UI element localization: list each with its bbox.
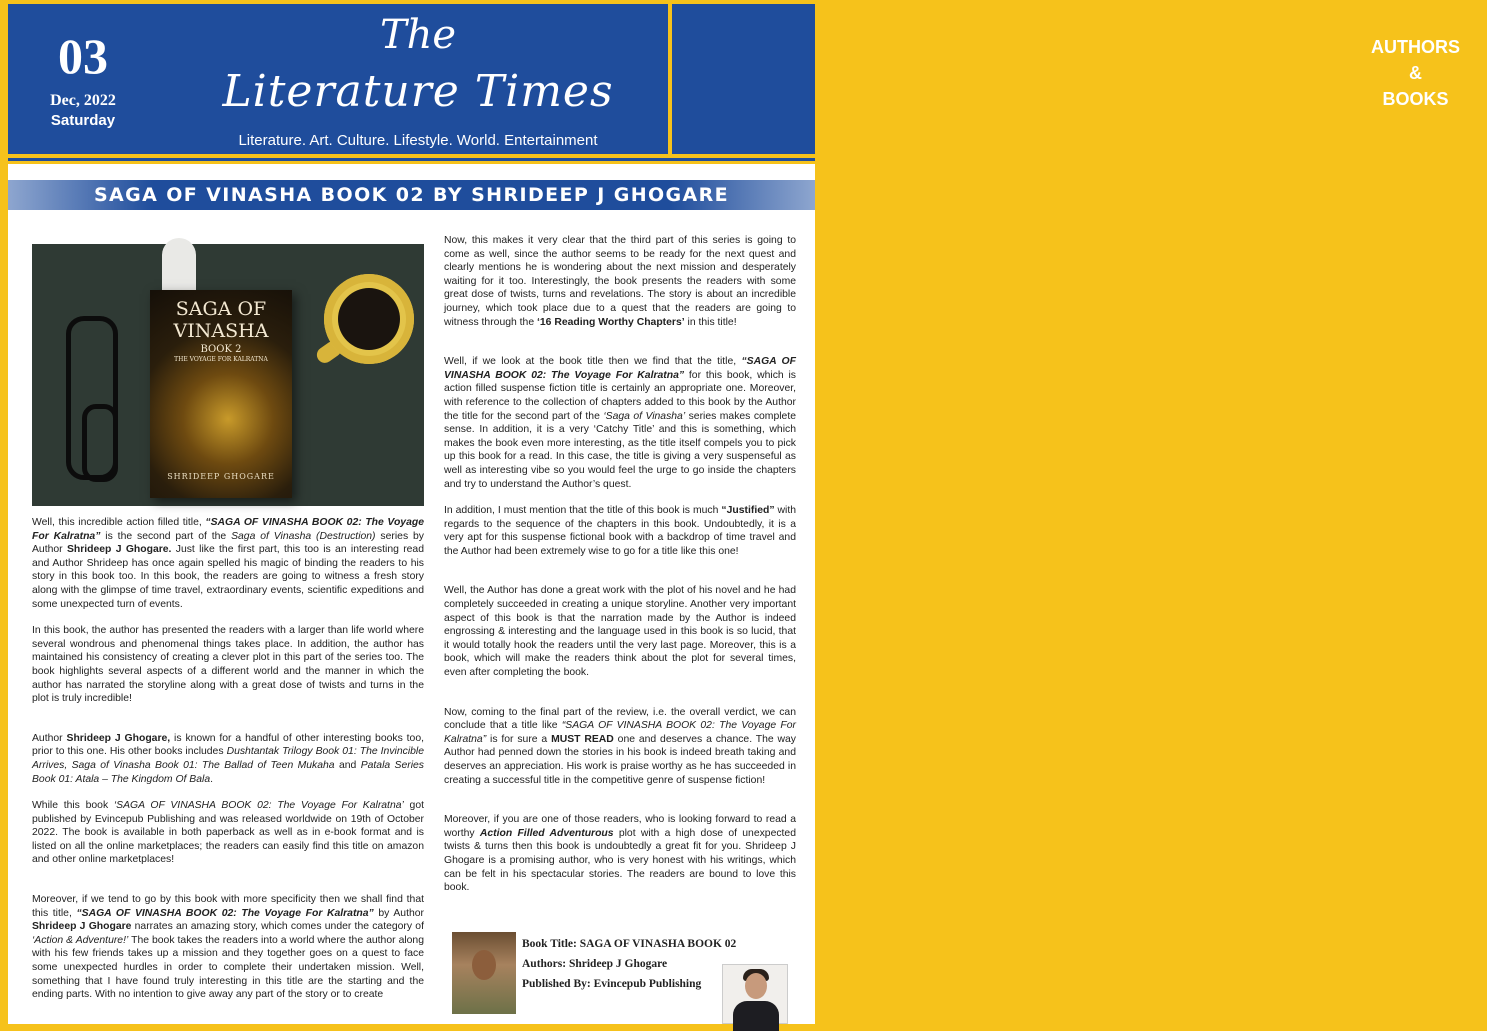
- date-month-year: Dec, 2022: [50, 92, 116, 109]
- paragraph: Author Shrideep J Ghogare, is known for a handful of other interesting books too, prior to this one. His other books includes Dushtantak Trilogy Book 01: The Invincible Arrives, Saga of Vinasha Book 01: The Ballad of Teen Mukaha and Patala Series Book 01: Atala – The Kingdom Of Bala.: [32, 732, 424, 785]
- book-cover-title-line-2: VINASHA: [173, 320, 269, 342]
- paragraph: Well, if we look at the book title then we find that the title, “SAGA OF VINASHA BOOK 02: The Voyage For Kalratna” for this book, which is action filled suspense fiction title is certainly an appropriate one. Moreover, with reference to the collection of chapters added to this book by the Author the title for the second part of the ‘Saga of Vinasha’ series makes complete sense. In addition, it is a very ‘Catchy Title’ and this is something, which makes the book even more interesting, as the title itself compels you to pick up this book for a read. In this case, the title is giving a very suspenseful as well as interesting vibe so you would feel the urge to go inside the chapters and try to understand the Author’s quest.: [444, 356, 797, 490]
- reviewer-photo: [722, 964, 788, 1024]
- article-column-right: [444, 234, 796, 908]
- masthead: [8, 4, 668, 154]
- paragraph: In addition, I must mention that the title of this book is much “Justified” with regards to the sequence of the chapters in this book. Undoubtedly, it is a very apt for this suspense fictional book with a backdrop of time travel and the Author had been extremely wise to go for a title like this one!: [444, 505, 796, 557]
- book-cover-title: [150, 298, 292, 342]
- glasses-lens-shape: [82, 404, 118, 482]
- book-cover-subtitle: [150, 344, 292, 364]
- book-cover-tagline: THE VOYAGE FOR KALRATNA: [174, 356, 268, 363]
- bookmark-shape: [162, 238, 196, 298]
- brand-the: The: [379, 12, 457, 58]
- brand-name: Literature Times: [222, 66, 614, 117]
- paragraph: Well, this incredible action filled title, “SAGA OF VINASHA BOOK 02: The Voyage For Kalratna” is the second part of the Saga of Vinasha (Destruction) series by Author Shrideep J Ghogare. Just like the first part, this too is an interesting read and Author Shrideep has once again spelled his magic of binding the readers to his story in this book too. In this book, the readers are going to witness a fresh story along with the glimpse of time travel, extraordinary events, scientific expeditions and some unexpected turn of events.: [32, 517, 424, 610]
- article-headline: SAGA OF VINASHA BOOK 02 BY SHRIDEEP J GHOGARE: [93, 184, 730, 206]
- paragraph: Moreover, if you are one of those readers, who is looking forward to read a worthy Action Filled Adventurous plot with a high dose of unexpected twists & turns then this book is undoubtedly a great fit for you. Shrideep J Ghogare is a promising author, who is very honest with his writings, which can be felt in his spectacular stories. The readers are bound to love this book.: [444, 814, 796, 894]
- reviewer-head-shape: [745, 973, 767, 999]
- section-line-3: BOOKS: [1382, 89, 1449, 109]
- author-photo: [452, 932, 516, 1014]
- section-line-1: AUTHORS: [1371, 37, 1460, 57]
- tagline: Literature. Art. Culture. Lifestyle. World. Entertainment: [238, 132, 598, 149]
- article-photo: [32, 244, 424, 506]
- paragraph: In this book, the author has presented the readers with a larger than life world where several wondrous and phenomenal things takes place. In addition, the author has maintained his consistency of creating a clever plot in this part of the series too. The book highlights several aspects of a different world and the manner in which the author has narrated the storyline along with a great dose of twists and turns in the plot is truly incredible!: [32, 625, 424, 705]
- date-weekday: Saturday: [50, 112, 116, 129]
- paragraph: Well, the Author has done a great work with the plot of his novel and he had completely succeeded in creating a unique storyline. Another very important aspect of this book is that the narration made by the Author is indeed engrossing & interesting and the language used in this book is so lucid, that it would totally hook the readers until the very last page. Moreover, this is a book, which will make the readers think about the plot for several times, even after completing the book.: [444, 585, 796, 679]
- date-day: 03: [58, 28, 108, 84]
- article-column-left: [32, 516, 424, 1015]
- paragraph: Now, coming to the final part of the review, i.e. the overall verdict, we can conclude that a title like “SAGA OF VINASHA BOOK 02: The Voyage For Kalratna” is for sure a MUST READ one and deserves a chance. The way Author had penned down the stories in his book is indeed breath taking and deserves an appreciation. His work is praise worthy as he has succeeded in creating a successful title in the competitive genre of suspense fiction!: [444, 706, 796, 786]
- headline-bar: [8, 180, 815, 210]
- book-cover-title-line-1: SAGA OF: [175, 298, 267, 320]
- section-tag: [1344, 34, 1487, 112]
- reviewer-suit-shape: [733, 1001, 779, 1031]
- coffee-shape: [338, 288, 400, 350]
- article-page: [8, 164, 815, 1024]
- paragraph: While this book ‘SAGA OF VINASHA BOOK 02: The Voyage For Kalratna’ got published by Evincepub Publishing and was released worldwide on 19th of October 2022. The book is available in both paperback as well as in e-book format and is listed on all the online marketplaces; the readers can easily find this title on amazon and other online marketplaces!: [32, 800, 424, 866]
- book-cover-number: BOOK 2: [200, 344, 242, 355]
- info-authors: Authors: Shrideep J Ghogare: [522, 958, 668, 970]
- section-box: [672, 4, 1460, 154]
- info-book-title: Book Title: SAGA OF VINASHA BOOK 02: [522, 938, 737, 950]
- book-cover-author: SHRIDEEP GHOGARE: [167, 472, 275, 481]
- paragraph: Moreover, if we tend to go by this book with more specificity then we shall find that this title, “SAGA OF VINASHA BOOK 02: The Voyage For Kalratna” by Author Shrideep J Ghogare narrates an amazing story, which comes under the category of ‘Action & Adventure!’ The book takes the readers into a world where the author along with his few friends takes up a mission and they together goes on a quest to face some unexpected hurdles in order to complete their undertaken mission. Well, something that I have found truly interesting in this title are the starting and the ending parts. With no intention to give away any part of the story or to create: [32, 894, 424, 1001]
- section-line-2: &: [1409, 63, 1422, 83]
- author-face-shape: [472, 950, 496, 980]
- paragraph: Now, this makes it very clear that the third part of this series is going to come as well, since the author seems to be ready for the next quest and clearly mentions he is wondering about the next mission and desperately waiting for it too. Interestingly, the book presents the readers with some great dose of twists, turns and revelations. The story is about an incredible journey, which took place due to a quest that the readers are going to witness through the ‘16 Reading Worthy Chapters’ in this title!: [444, 235, 796, 328]
- info-publisher: Published By: Evincepub Publishing: [522, 978, 702, 990]
- masthead-rule: [8, 158, 815, 161]
- book-cover: [150, 290, 292, 498]
